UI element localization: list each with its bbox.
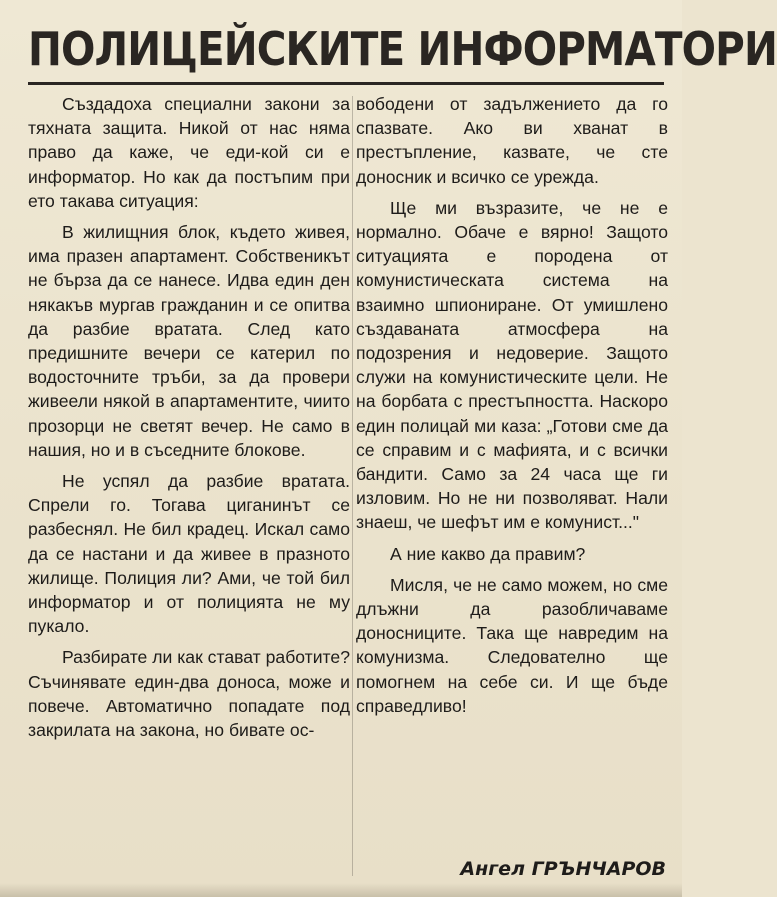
- article-headline: ПОЛИЦЕЙСКИТЕ ИНФОРМАТОРИ: [28, 22, 777, 76]
- paragraph-objection: Ще ми възразите, че не е нормално. Обаче е вярно! Защото ситуацията е породена от комунистическата система на взаимно шпиониране. От умишлено създаваната атмосфера на подозрения и недоверие. Защото служи на комунистическите цели. Не на борбата с престъпността. Наскоро един полицай ми каза: „Готови сме да се справим и с мафията, и с всички бандити. Само за 24 часа ще ги изловим. Но не ни позволяват. Нали знаеш, че шефът им е комунист...": [356, 197, 668, 533]
- paragraph-apartment: В жилищния блок, където живея, има празен апартамент. Собственикът не бърза да се нанесе. Идва един ден някакъв мургав гражданин и се опитва да разбие вратата. След като предишните вечери се катерил по водосточните тръби, за да провери живеели някой в апартаментите, чиито прозорци не светят вечер. Не само в нашия, но и в съседните блокове.: [28, 222, 350, 460]
- paragraph-question: А ние какво да правим?: [390, 543, 586, 564]
- author-signature: Ангел ГРЪНЧАРОВ: [460, 858, 666, 880]
- headline-rule: [28, 82, 664, 85]
- paragraph-break-in: Не успял да разбие вратата. Спрели го. Тогава циганинът се разбеснял. Не бил крадец. Искал само да се настани и да живее в празното жилище. Полиция ли? Ами, че той бил информатор и от полицията не му пукало.: [28, 471, 350, 637]
- paragraph-continued: вободени от задължението да го спазвате. Ако ви хванат в престъпление, казвате, че сте доносник и всичко се урежда.: [356, 94, 668, 187]
- column-divider: [352, 96, 353, 876]
- paper-edge-shadow: [0, 883, 682, 897]
- article-column-right: [356, 92, 668, 725]
- paragraph-conclusion: Мисля, че не само можем, но сме длъжни да разобличаваме доносниците. Така ще навредим на комунизма. Следователно ще помогнем на себе си. И ще бъде справедливо!: [356, 574, 668, 716]
- paragraph-intro: Създадоха специални закони за тяхната защита. Никой от нас няма право да каже, че еди-кой си е информатор. Но как да постъпим при ето такава ситуация:: [28, 94, 350, 211]
- paragraph-informants: Разбирате ли как стават работите? Съчинявате един-два доноса, може и повече. Автоматично попадате под закрилата на закона, но бивате ос-: [28, 647, 350, 741]
- article-column-left: [28, 92, 350, 749]
